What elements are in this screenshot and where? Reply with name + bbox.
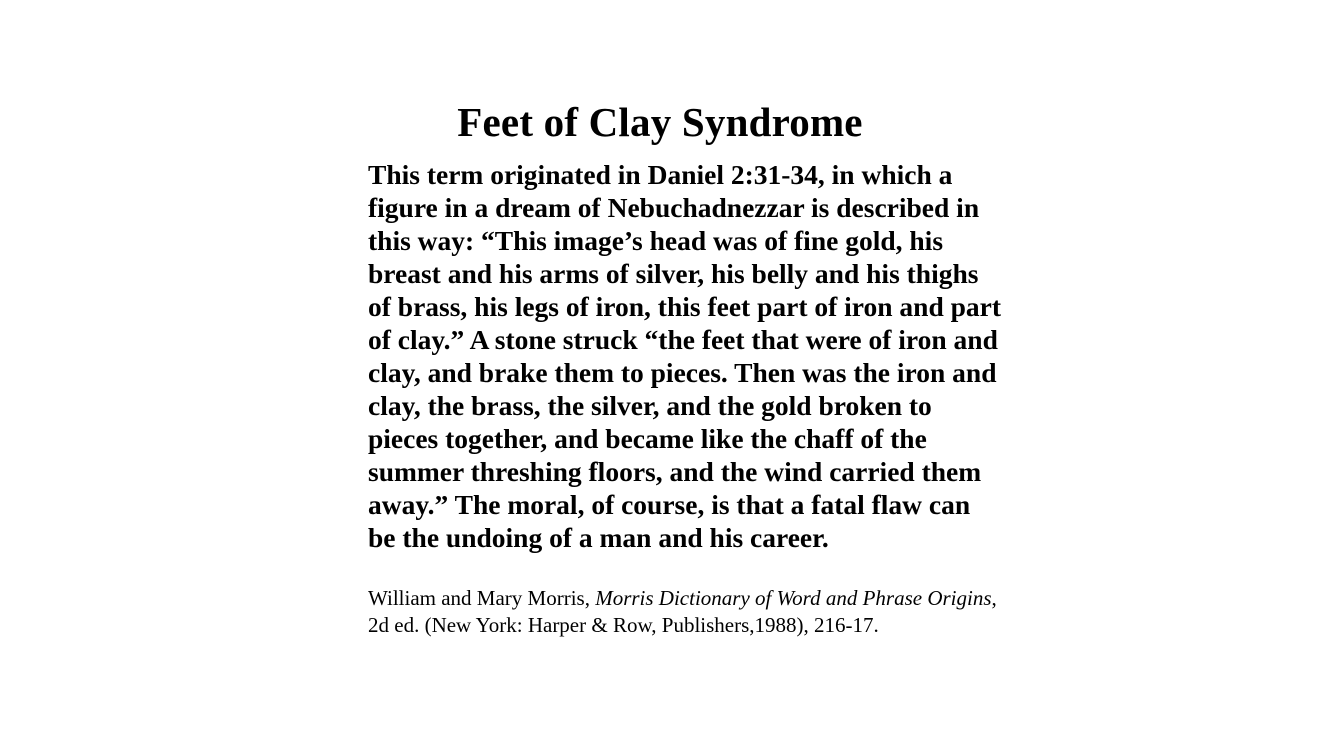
citation-work-title: Morris Dictionary of Word and Phrase Origins <box>595 586 992 610</box>
citation-line <box>368 585 1008 639</box>
citation-authors: William and Mary Morris, <box>368 586 596 610</box>
citation-details: , 2d ed. (New York: Harper & Row, Publishers,1988), 216-17. <box>368 586 997 637</box>
body-text-block <box>368 158 1004 554</box>
citation-block <box>368 585 1008 639</box>
body-paragraph: This term originated in Daniel 2:31-34, in which a figure in a dream of Nebuchadnezzar is described in this way: “This image’s head was of fine gold, his breast and his arms of silver, his belly and his thighs of brass, his legs of iron, this feet part of iron and part of clay.” A stone struck “the feet that were of iron and clay, and brake them to pieces. Then was the iron and clay, the brass, the silver, and the gold broken to pieces together, and became like the chaff of the summer threshing floors, and the wind carried them away.” The moral, of course, is that a fatal flaw can be the undoing of a man and his career. <box>368 159 1002 553</box>
page-title: Feet of Clay Syndrome <box>457 99 863 145</box>
